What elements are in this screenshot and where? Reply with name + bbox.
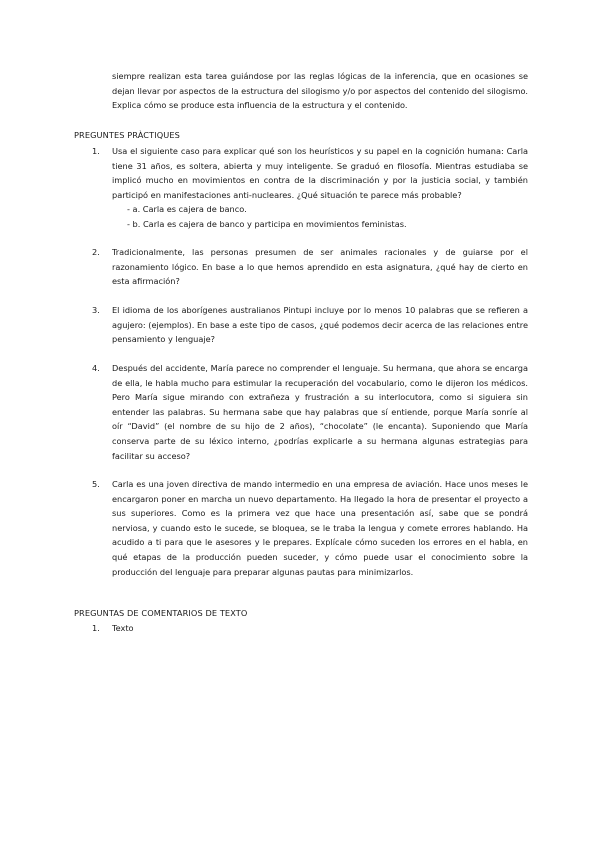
question-number: 2. [92, 247, 100, 257]
section-heading-comentarios: PREGUNTAS DE COMENTARIOS DE TEXTO [74, 608, 248, 618]
item-text: Texto [112, 623, 134, 633]
section-heading-practicas: PREGUNTES PRÀCTIQUES [74, 130, 180, 140]
question-number: 5. [92, 479, 100, 489]
question-1 [92, 144, 528, 202]
question-text: Tradicionalmente, las personas presumen de ser animales racionales y de guiarse por el razonamiento lógico. En base a lo que hemos aprendido en esta asignatura, ¿qué hay de cierto en esta afirmación? [112, 247, 528, 287]
question-5 [92, 477, 528, 579]
question-3 [92, 303, 528, 347]
question-text: Después del accidente, María parece no comprender el lenguaje. Su hermana, que ahora se encarga de ella, le habla mucho para estimular la recuperación del vocabulario, como le dijeron los médicos. Pero María sigue mirando con extrañeza y frustración a su interlocutora, como si siguiera sin entender las palabras. Su hermana sabe que hay palabras que sí entiende, porque María sonríe al oír “David” (el nombre de su hijo de 2 años), “chocolate” (le encanta). Suponiendo que María conserva parte de su léxico interno, ¿podrías explicarle a su hermana algunas estrategias para facilitar su acceso? [112, 363, 528, 461]
intro-paragraph: siempre realizan esta tarea guiándose por las reglas lógicas de la inferencia, que en ocasiones se dejan llevar por aspectos de la estructura del silogismo y/o por aspectos del contenido del silogismo. Explica cómo se produce esta influencia de la estructura y el contenido. [112, 71, 528, 111]
question-number: 3. [92, 305, 100, 315]
question-1-option-a: - a. Carla es cajera de banco. [127, 204, 247, 214]
question-2 [92, 245, 528, 289]
comentario-item-1 [92, 621, 528, 636]
question-number: 1. [92, 146, 100, 156]
item-number: 1. [92, 623, 100, 633]
question-text: El idioma de los aborígenes australianos Pintupi incluye por lo menos 10 palabras que se refieren a agujero: (ejemplos). En base a este tipo de casos, ¿qué podemos decir acerca de las relaciones entre pensamiento y lenguaje? [112, 305, 528, 345]
question-1-option-b: - b. Carla es cajera de banco y participa en movimientos feministas. [127, 219, 407, 229]
question-text: Usa el siguiente caso para explicar qué son los heurísticos y su papel en la cognición humana: Carla tiene 31 años, es soltera, abierta y muy inteligente. Se graduó en filosofía. Mientras estudiaba se implicó mucho en movimientos en contra de la discriminación y por la justicia social, y también participó en manifestaciones anti-nucleares. ¿Qué situación te parece más probable? [112, 146, 528, 200]
question-4 [92, 361, 528, 463]
question-number: 4. [92, 363, 100, 373]
question-text: Carla es una joven directiva de mando intermedio en una empresa de aviación. Hace unos meses le encargaron poner en marcha un nuevo departamento. Ha llegado la hora de presentar el proyecto a sus superiores. Como es la primera vez que hace una presentación así, sabe que se pondrá nerviosa, y cuando esto le sucede, se bloquea, se le traba la lengua y comete errores hablando. Ha acudido a ti para que le asesores y le prepares. Explícale cómo suceden los errores en el habla, en qué etapas de la producción pueden suceder, y cómo puede usar el conocimiento sobre la producción del lenguaje para preparar algunas pautas para minimizarlos. [112, 479, 528, 577]
